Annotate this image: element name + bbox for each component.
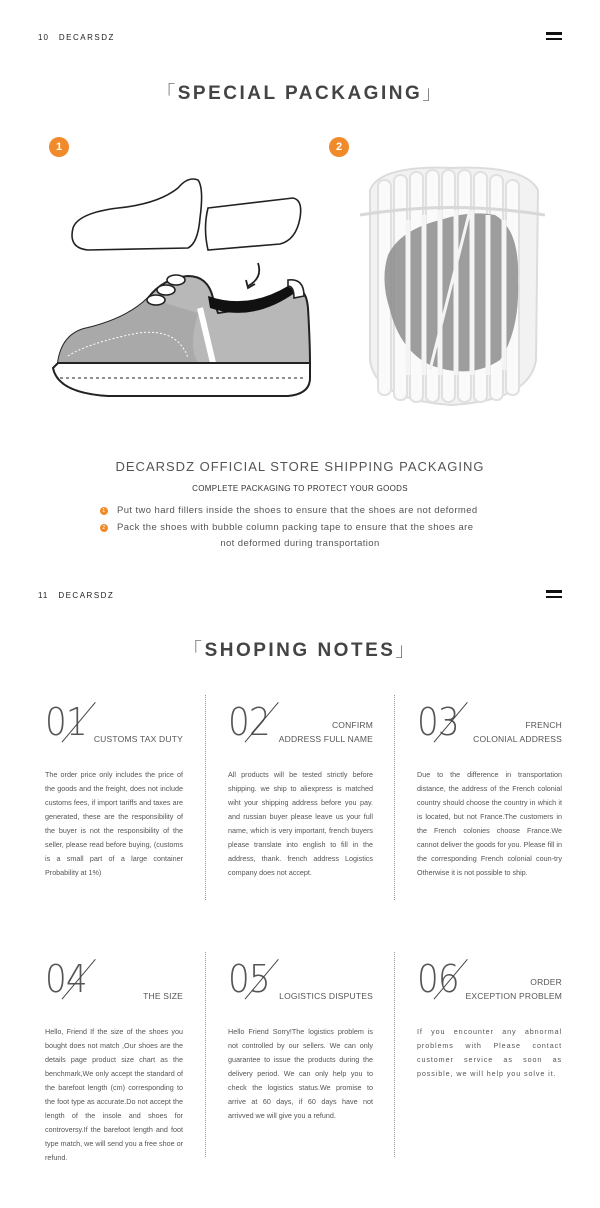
note-label: ORDER EXCEPTION PROBLEM (465, 977, 562, 1001)
packaging-subheading: COMPLETE PACKAGING TO PROTECT YOUR GOODS (192, 484, 408, 493)
section-number: 10 (38, 32, 49, 42)
note-customs-tax-duty (45, 700, 183, 880)
bullet-number-2: 2 (100, 524, 108, 532)
note-number: 04 (45, 957, 87, 1001)
note-number: 05 (228, 957, 270, 1001)
section-header-notes (38, 588, 562, 602)
note-body: If you encounter any abnormal problems with Please contact customer service as soon as possible, we will help you solve it. (417, 1027, 562, 1078)
packaging-bullet-2-cont: not deformed during transportation (220, 538, 380, 549)
brand-name: DECARSDZ (58, 590, 115, 600)
menu-icon[interactable] (546, 32, 562, 41)
packaging-bullet-2: 2 Pack the shoes with bubble column packing tape to ensure that the shoes are (100, 522, 473, 533)
bullet-number-1: 1 (100, 507, 108, 515)
column-divider (394, 952, 395, 1157)
note-order-exception (417, 957, 562, 1081)
column-divider (205, 952, 206, 1157)
note-body: The order price only includes the price of the goods and the freight, does not include customs fees, if import tariffs and taxes are generated, these are the responsibility of the buyer is not the responsibility of the seller, please read before buying, (customs is a small part of a large container Probability at 1%) (45, 770, 183, 877)
section-number: 11 (38, 590, 49, 600)
note-body: Hello, Friend If the size of the shoes you bought does not match ,Our shoes are the details page product size chart as the benchmark,We only accept the standard of the barefoot length (cm) corresponding to the foot type as accurate.Do not accept the length of the insole and shoes for controversy.If the barefoot length and foot type match, we will send you a free shoe or refund. (45, 1027, 183, 1162)
note-label: CUSTOMS TAX DUTY (93, 734, 183, 744)
bubble-wrap-illustration (360, 160, 545, 410)
note-label: THE SIZE (143, 991, 183, 1001)
note-french-colonial-address (417, 700, 562, 880)
column-divider (205, 695, 206, 900)
note-confirm-address (228, 700, 373, 880)
section-title-notes: 「SHOPING NOTES」 (183, 640, 417, 661)
column-divider (394, 695, 395, 900)
note-number: 06 (417, 957, 459, 1001)
note-body: All products will be tested strictly before shipping. we ship to aliexpress is matched wiht your shipping address before you pay. and russian buyer please leave us your full name, which is very important, french buyers please translate into english to fill in the address, thank. french address Logistics company does not accept. (228, 770, 373, 877)
packaging-heading: DECARSDZ OFFICIAL STORE SHIPPING PACKAGING (115, 459, 485, 474)
note-number: 01 (45, 700, 87, 744)
note-the-size (45, 957, 183, 1165)
brand-name: DECARSDZ (58, 32, 115, 42)
note-number: 03 (417, 700, 459, 744)
shoe-filler-illustration (48, 168, 318, 403)
note-body: Due to the difference in transportation distance, the address of the French colonial country should choose the country in which it is located, but not France.The customers in the French colonies choose France.We cannot deliver the goods for you. Please fill in the corresponding French colonial coun-try Otherwise it is not possible to ship. (417, 770, 562, 877)
note-label: LOGISTICS DISPUTES (279, 991, 373, 1001)
note-number: 02 (228, 700, 270, 744)
step-badge-1: 1 (49, 137, 69, 157)
section-title-packaging: 「SPECIAL PACKAGING」 (156, 83, 444, 104)
note-body: Hello Friend Sorry!The logistics problem is not controlled by our sellers. We can only guarantee to issue the products during the delivery period. We can only help you to check the logistics status.We promise to arrive at 60 days, if 60 days have not arrivved we will give you a refund. (228, 1027, 373, 1120)
step-badge-2: 2 (329, 137, 349, 157)
menu-icon[interactable] (546, 590, 562, 599)
packaging-bullet-1: 1 Put two hard fillers inside the shoes to ensure that the shoes are not deformed (100, 505, 478, 516)
note-label: CONFIRM ADDRESS FULL NAME (278, 720, 373, 744)
note-logistics-disputes (228, 957, 373, 1123)
note-label: FRENCH COLONIAL ADDRESS (473, 720, 562, 744)
section-header-packaging (38, 30, 562, 44)
